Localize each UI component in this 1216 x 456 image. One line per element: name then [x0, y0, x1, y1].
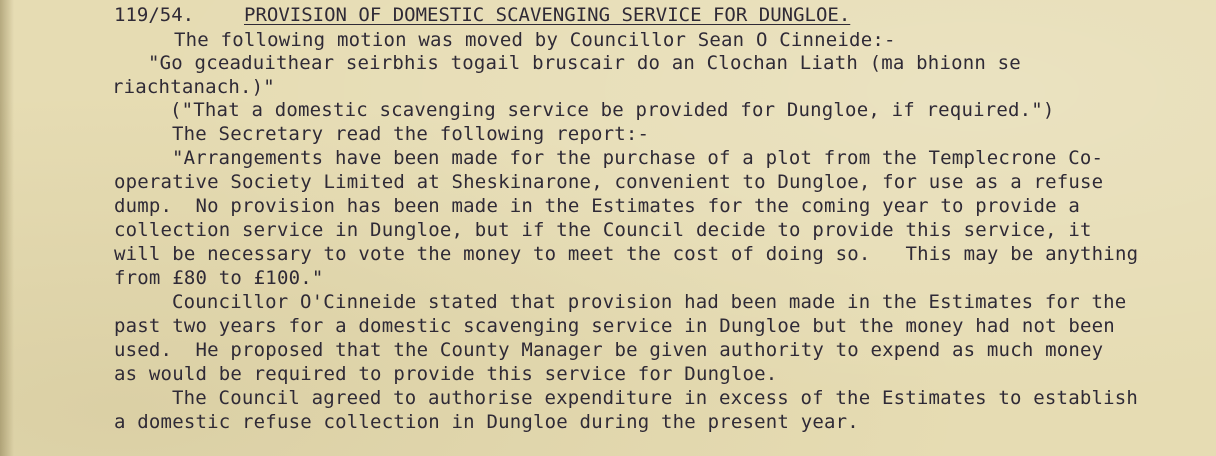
text-line: used. He proposed that the County Manager be given authority to expend as much money [114, 339, 1104, 361]
text-line: will be necessary to vote the money to meet the cost of doing so. This may be anything [114, 243, 1139, 265]
text-line: dump. No provision has been made in the Estimates for the coming year to provide a [114, 195, 1081, 217]
text-line: "Arrangements have been made for the purchase of a plot from the Templecrone Co- [172, 147, 1104, 169]
text-line: collection service in Dungloe, but if the Council decide to provide this service, it [114, 219, 1092, 241]
text-line: riachtanach.)" [112, 76, 275, 98]
text-line: from £80 to £100." [114, 267, 324, 289]
minute-reference-number: 119/54. [114, 4, 195, 26]
text-line: Councillor O'Cinneide stated that provision had been made in the Estimates for the [172, 291, 1127, 313]
text-line: a domestic refuse collection in Dungloe during the present year. [114, 411, 859, 433]
text-line: The following motion was moved by Councillor Sean O Cinneide:- [174, 29, 896, 51]
page-binding-edge [0, 0, 14, 456]
text-line: The Council agreed to authorise expenditure in excess of the Estimates to establish [172, 387, 1139, 409]
text-line: ("That a domestic scavenging service be provided for Dungloe, if required.") [170, 99, 1055, 121]
text-line: The Secretary read the following report:- [172, 123, 650, 145]
text-line: operative Society Limited at Sheskinarone, convenient to Dungloe, for use as a refuse [114, 171, 1104, 193]
text-line: past two years for a domestic scavenging service in Dungloe but the money had not been [114, 315, 1115, 337]
minute-title: PROVISION OF DOMESTIC SCAVENGING SERVICE FOR DUNGLOE. [244, 4, 851, 26]
text-line: as would be required to provide this service for Dungloe. [114, 363, 778, 385]
text-line: "Go gceaduithear seirbhis togail bruscair do an Clochan Liath (ma bhionn se [148, 52, 1021, 74]
